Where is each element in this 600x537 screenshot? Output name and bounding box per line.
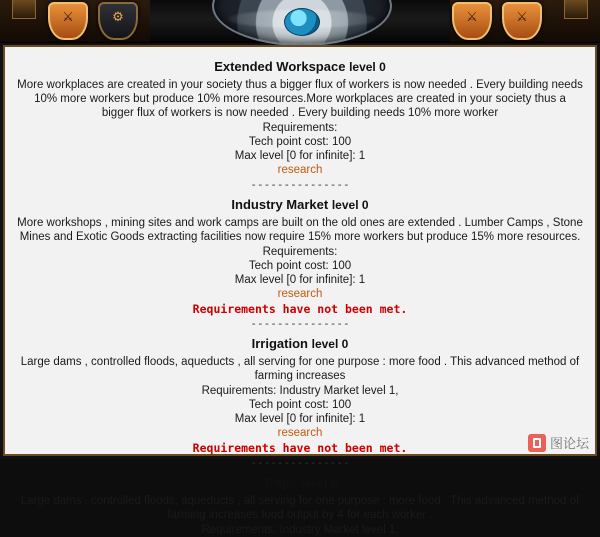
max-level-row [15, 273, 585, 287]
tech-prerequisite: Requirements: Industry Market level 1, [201, 385, 399, 397]
tech-description: More workshops , mining sites and work camps are built on the old ones are extended . Lumber Camps , Stone Mines and Exotic Goods extracting facilities now require 15% more workers but produce 15% more resources. [17, 217, 583, 243]
top-hud-banner [0, 0, 600, 43]
tech-level: 0 [330, 476, 338, 490]
max-level-value: 1 [358, 150, 366, 162]
hud-shield-left-2[interactable] [98, 2, 138, 40]
hud-shield-right-2[interactable] [502, 2, 542, 40]
tech-point-cost-label: Tech point cost: [248, 260, 329, 272]
tech-description: Large dams , controlled floods, aqueducts , all serving for one purpose : more food . This advanced method of farming increases food output by 4 for each worker . [20, 495, 580, 521]
tech-title [15, 336, 585, 352]
hud-shield-right-1[interactable] [452, 2, 492, 40]
tech-entry-irrigation [15, 336, 585, 469]
gear-icon: ⚙ [112, 10, 124, 25]
tech-level: 0 [341, 337, 349, 351]
entry-separator: --------------- [250, 456, 350, 469]
max-level-value: 1 [358, 413, 366, 425]
research-panel [3, 45, 597, 536]
sword-icon: ⚔ [516, 10, 528, 25]
hud-tab-right[interactable] [564, 0, 588, 19]
tech-point-cost-row [15, 259, 585, 273]
hud-shield-left-1[interactable] [48, 2, 88, 40]
entry-separator: --------------- [250, 178, 350, 191]
tech-description: Large dams , controlled floods, aqueducts , all serving for one purpose : more food . This advanced method of farming increases [20, 356, 580, 382]
tech-name: Irrigation [251, 336, 308, 351]
level-prefix: level [349, 60, 376, 74]
tech-entry-extended-workspace [15, 59, 585, 191]
research-list [5, 47, 595, 536]
tech-name: Extended Workspace [214, 59, 346, 74]
requirements-warning: Requirements have not been met. [192, 302, 408, 316]
tech-title [15, 197, 585, 213]
tech-point-cost-label: Tech point cost: [248, 136, 329, 148]
tech-title [15, 475, 585, 491]
max-level-label: Max level [0 for infinite]: [234, 150, 356, 162]
watermark-text: 图论坛 [549, 436, 589, 451]
requirements-warning: Requirements have not been met. [192, 441, 408, 455]
level-prefix: level [331, 198, 359, 212]
tech-name: Traps [262, 475, 298, 490]
hud-tab-left[interactable] [12, 0, 36, 19]
tech-level: 0 [361, 198, 369, 212]
tech-description: More workplaces are created in your society thus a bigger flux of workers is now needed . Every building needs 10% more workers but produce 10% more resources.More workplaces are created in your society thus a bigger flux of workers is now needed . Every building needs 10% more worker [17, 79, 583, 119]
level-prefix: level [300, 476, 328, 490]
tech-point-cost-value: 100 [331, 399, 352, 411]
research-link[interactable]: research [277, 288, 323, 300]
research-link[interactable]: research [277, 427, 323, 439]
tech-point-cost-value: 100 [331, 136, 352, 148]
tech-point-cost-row [15, 398, 585, 412]
tech-point-cost-row [15, 135, 585, 149]
tech-title [15, 59, 585, 75]
tech-point-cost-value: 100 [331, 260, 352, 272]
tech-prerequisite: Requirements: Industry Market level 1, [201, 524, 399, 536]
requirements-header: Requirements: [262, 246, 338, 258]
tech-point-cost-label: Tech point cost: [248, 399, 329, 411]
tech-name: Industry Market [231, 197, 329, 212]
tech-level: 0 [379, 60, 386, 74]
watermark [528, 433, 589, 452]
max-level-row [15, 149, 585, 163]
tech-entry-traps [15, 475, 585, 537]
max-level-label: Max level [0 for infinite]: [234, 413, 356, 425]
sword-icon: ⚔ [62, 10, 74, 25]
entry-separator: --------------- [250, 317, 350, 330]
level-prefix: level [311, 337, 339, 351]
world-globe-icon [284, 8, 320, 36]
sword-icon: ⚔ [466, 10, 478, 25]
max-level-value: 1 [358, 274, 366, 286]
hud-center-medallion[interactable] [212, 0, 392, 46]
research-link[interactable]: research [277, 164, 323, 176]
requirements-header: Requirements: [262, 122, 338, 134]
tech-entry-industry-market [15, 197, 585, 330]
max-level-row [15, 412, 585, 426]
watermark-badge-icon [528, 434, 546, 452]
max-level-label: Max level [0 for infinite]: [234, 274, 356, 286]
